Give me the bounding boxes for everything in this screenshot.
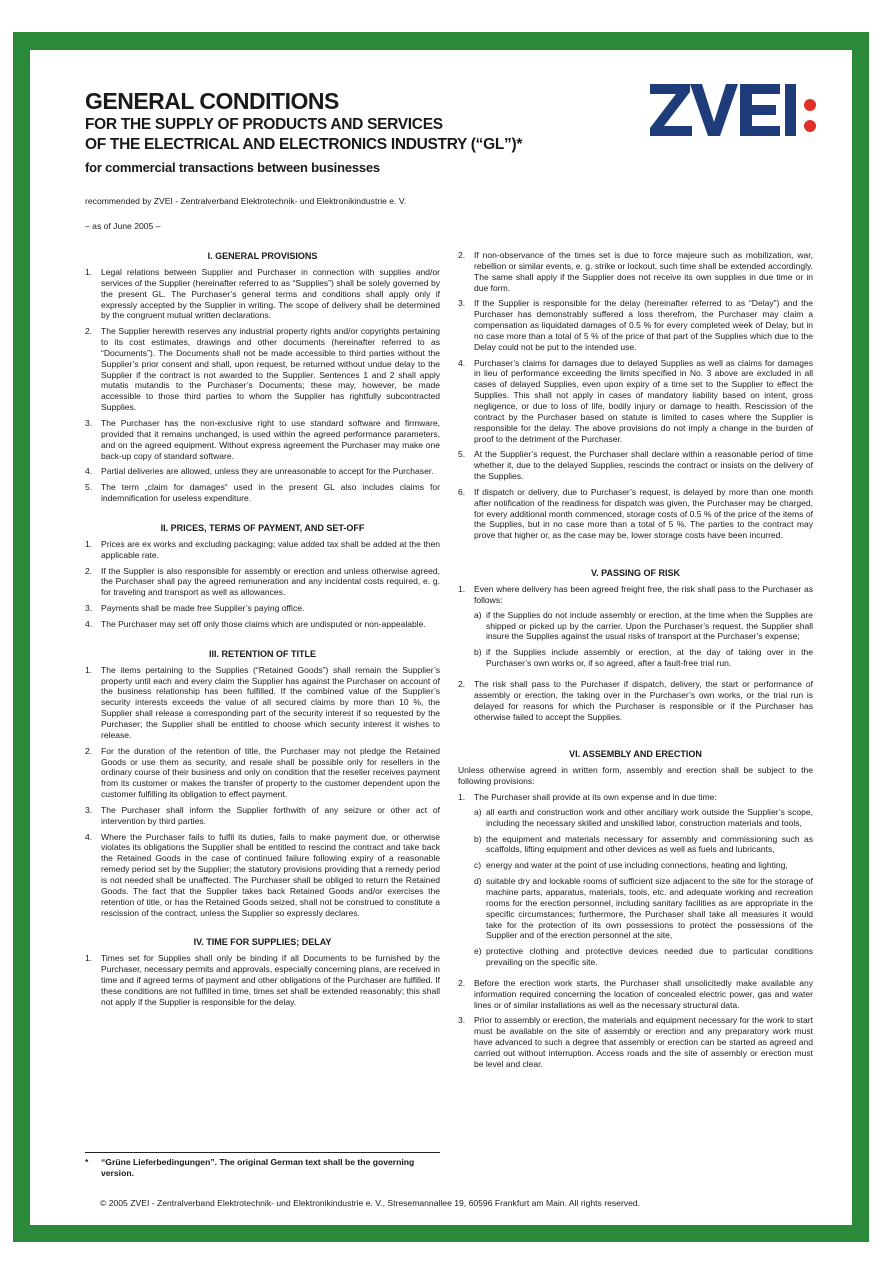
clause xyxy=(85,566,440,599)
clause-number: 2. xyxy=(458,250,466,260)
clause xyxy=(85,953,440,1007)
clause-number: 4. xyxy=(85,466,93,477)
clause-number: 3. xyxy=(85,603,93,614)
sub-clause xyxy=(474,610,813,643)
clause-number: 3. xyxy=(458,298,466,309)
clause-number: 3. xyxy=(85,804,93,815)
section-heading: VI. ASSEMBLY AND ERECTION xyxy=(569,749,702,760)
clause-text: At the Supplier’s request, the Purchaser shall declare within a reasonable period of time whether it, due to the delayed Supplies, rescinds the contract or insists on the delivery of the Supplies. xyxy=(474,449,813,482)
right-column xyxy=(458,250,813,1088)
clause-number: 2. xyxy=(85,745,93,756)
clause-text: The Supplier herewith reserves any industrial property rights and/or copyrights pertaining to its cost estimates, drawings and other documents (hereinafter referred to as “Documents”). The Documents shall not be made accessible to third parties without the Supplier’s prior consent and shall, upon request, be returned without undue delay to the Supplier if the contract is not awarded to the Supplier. Sentences 1 and 2 shall apply mutatis mutandis to the Purchaser’s Documents; these may, however, be made accessible to those third parties to whom the Supplier has rightfully subcontracted Supplies. xyxy=(101,326,440,413)
sub-clause-letter: b) xyxy=(474,833,482,844)
clause xyxy=(85,466,440,477)
clause-number: 1. xyxy=(85,664,93,675)
clause-number: 4. xyxy=(458,357,466,368)
clause-number: 3. xyxy=(85,417,93,428)
clause-number: 2. xyxy=(458,679,466,689)
sub-clause xyxy=(474,807,813,829)
section-heading: III. RETENTION OF TITLE xyxy=(209,648,316,659)
clause-text: The Purchaser has the non-exclusive right to use standard software and firmware, provided that it remains unchanged, is used within the agreed performance parameters, and on the agreed equipment. Without express agreement the Purchaser may make one back-up copy of standard software. xyxy=(101,417,440,461)
clause xyxy=(458,792,813,973)
document-tagline: for commercial transactions between businesses xyxy=(85,160,380,175)
clause-number: 2. xyxy=(458,977,466,988)
sub-clause xyxy=(474,647,813,669)
clause-number: 2. xyxy=(85,326,93,337)
recommended-by: recommended by ZVEI - Zentralverband Elektrotechnik- und Elektronikindustrie e. V. xyxy=(85,196,407,206)
clause xyxy=(85,418,440,461)
clause xyxy=(458,449,813,482)
clause xyxy=(85,326,440,413)
section-heading: V. PASSING OF RISK xyxy=(590,568,681,579)
sub-clause xyxy=(474,834,813,856)
clause-text: The Purchaser shall provide at its own expense and in due time: xyxy=(474,792,717,803)
clause-number: 4. xyxy=(85,831,93,842)
section-general-provisions xyxy=(85,250,440,504)
sub-clause-letter: b) xyxy=(474,647,482,658)
clause-text: Payments shall be made free Supplier’s paying office. xyxy=(101,603,305,614)
sub-clause-text: suitable dry and lockable rooms of sufficient size adjacent to the site for the storage of machine parts, apparatus, materials, tools, etc. and adequate working and recreation rooms for the erection personnel, including sanitary facilities as are appropriate in the specific circumstances; furthermore, the Purchaser shall take all measures it would take for the protection of its own possessions to protect the possessions of the Supplier and of the erection personnel at the site, xyxy=(486,876,813,941)
clause xyxy=(85,482,440,504)
clause xyxy=(85,746,440,800)
zvei-logo-icon xyxy=(650,80,820,140)
section-intro: Unless otherwise agreed in written form, assembly and erection shall be subject to the following provisions: xyxy=(458,765,813,787)
clause-text: The risk shall pass to the Purchaser if dispatch, delivery, the start or performance of assembly or erection, the taking over in the Purchaser’s own works, or the trial run is delayed for reasons for which the Purchaser is responsible or if the Purchaser has otherwise failed to accept the Supplies. xyxy=(474,679,813,722)
document-subtitle-line2: OF THE ELECTRICAL AND ELECTRONICS INDUSTRY (“GL”)* xyxy=(85,136,523,153)
clause-number: 5. xyxy=(85,482,93,493)
footnote-text: “Grüne Lieferbedingungen”. The original German text shall be the governing version. xyxy=(101,1157,415,1178)
sub-clause-letter: a) xyxy=(474,609,482,620)
clause-text: Purchaser’s claims for damages due to delayed Supplies as well as claims for damages in lieu of performance exceeding the limits specified in No. 3 above are excluded in all cases of delayed Supplies, even upon expiry of a time set to the Supplier to effect the Supplies. This shall not apply in cases of mandatory liability based on intent, gross negligence, or due to loss of life, bodily injury or damage to health. Rescission of the contract by the Purchaser based on statute is limited to cases where the Supplier is responsible for the delay. The above provisions do not imply a change in the burden of proof to the detriment of the Purchaser. xyxy=(474,357,813,444)
clause-text: Prior to assembly or erection, the materials and equipment necessary for the work to start must be available on the site of assembly or erection and any preparatory work must have advanced to such a degree that assembly or erection can be started as agreed and carried out without interruption. Access roads and the site of assembly or erection must be level and clear. xyxy=(474,1015,813,1069)
clause xyxy=(458,978,813,1011)
clause xyxy=(458,1015,813,1069)
clause-number: 1. xyxy=(458,792,466,803)
sub-clause-text: all earth and construction work and other ancillary work outside the Supplier’s scope, including the necessary skilled and unskilled labor, construction materials and tools, xyxy=(486,806,813,828)
clause-text: The Purchaser shall inform the Supplier forthwith of any seizure or other act of intervention by third parties. xyxy=(101,804,440,826)
sub-clause-text: the equipment and materials necessary for assembly and commissioning such as scaffolds, lifting equipment and other devices as well as fuels and lubricants, xyxy=(486,833,813,855)
clause-text: The items pertaining to the Supplies (“Retained Goods”) shall remain the Supplier’s property until each and every claim the Supplier has against the Purchaser on account of the business relationship has been fulfilled. If the combined value of the Supplier’s security interests exceeds the value of all secured claims by more than 10 %, the Supplier shall release a corresponding part of the security interest if so requested by the Purchaser; the Supplier shall be entitled to choose which security interest it wishes to release. xyxy=(101,664,440,740)
document-title: GENERAL CONDITIONS xyxy=(85,88,339,114)
section-heading: I. GENERAL PROVISIONS xyxy=(207,251,318,261)
clause-text: For the duration of the retention of title, the Purchaser may not pledge the Retained Goods or use them as security, and resale shall be possible only for resellers in the ordinary course of their business and only on condition that the reseller receives payment from its customer or makes the transfer of property to the customer dependent upon the customer fulfilling its obligation to effect payment. xyxy=(101,745,440,800)
clause-number: 6. xyxy=(458,486,466,497)
footnote xyxy=(85,1152,440,1179)
clause-text: If non-observance of the times set is due to force majeure such as mobilization, war, rebellion or similar events, e. g. strike or lockout, such time shall be extended accordingly. The same shall apply if the Supplier does not receive its own supplies in due time or in due form. xyxy=(474,250,813,293)
clause-text: Before the erection work starts, the Purchaser shall unsolicitedly make available any information required concerning the location of concealed electric power, gas and water lines or of similar installations as well as the necessary structural data. xyxy=(474,977,813,1010)
clause xyxy=(85,619,440,630)
clause-number: 2. xyxy=(85,565,93,576)
section-time-for-supplies-continued xyxy=(458,250,813,541)
clause-text: Where the Purchaser fails to fulfil its duties, fails to make payment due, or otherwise violates its obligations the Supplier shall be entitled to rescind the contract and take back the Retained Goods in the case of continued failure following expiry of a reasonable remedy period set by the Supplier; the statutory provisions providing that a remedy period is not needed shall be unaffected. The Purchaser shall be obliged to return the Retained Goods. The fact that the Supplier takes back Retained Goods and/or exercises the retention of title, or has the Retained Goods seized, shall not be construed to constitute a rescission of the contract, unless the Supplier so expressly declares. xyxy=(101,831,440,918)
section-passing-of-risk xyxy=(458,567,813,722)
clause-text: If dispatch or delivery, due to Purchaser’s request, is delayed by more than one month after notification of the readiness for dispatch was given, the Purchaser may be charged, for every additional month commenced, storage costs of 0.5 % of the price of the items of the Supplies, but in no case more than a total of 5 %. The parties to the contract may prove that higher or, as the case may be, lower storage costs have been incurred. xyxy=(474,486,813,541)
clause xyxy=(458,487,813,541)
clause-text: Prices are ex works and excluding packaging; value added tax shall be added at the then applicable rate. xyxy=(101,538,440,560)
clause xyxy=(458,250,813,293)
clause xyxy=(85,665,440,741)
sub-clause-text: energy and water at the point of use including connections, heating and lighting, xyxy=(486,860,788,871)
section-time-for-supplies xyxy=(85,936,440,1007)
section-prices-payment xyxy=(85,522,440,630)
clause-text: Partial deliveries are allowed, unless they are unreasonable to accept for the Purchaser. xyxy=(101,466,434,477)
clause xyxy=(85,603,440,614)
clause-number: 1. xyxy=(85,267,93,277)
sub-clause-text: protective clothing and protective devices needed due to particular conditions prevailing on the specific site. xyxy=(486,946,813,968)
clause-number: 1. xyxy=(458,584,466,595)
sub-clause-letter: e) xyxy=(474,946,482,957)
document-subtitle-line1: FOR THE SUPPLY OF PRODUCTS AND SERVICES xyxy=(85,116,443,133)
section-heading: IV. TIME FOR SUPPLIES; DELAY xyxy=(193,937,332,948)
clause-text: Legal relations between Supplier and Purchaser in connection with supplies and/or services of the Supplier (hereinafter referred to as “Supplies”) shall be solely governed by the present GL. The Purchaser’s general terms and conditions shall apply only if expressly accepted by the Supplier in writing. The scope of delivery shall be determined by the congruent mutual written declarations. xyxy=(101,267,440,321)
left-column xyxy=(85,250,440,1026)
sub-clause-letter: c) xyxy=(474,860,482,871)
clause-text: Even where delivery has been agreed freight free, the risk shall pass to the Purchaser as follows: xyxy=(474,584,813,605)
clause xyxy=(85,832,440,919)
section-assembly-and-erection xyxy=(458,748,813,1069)
clause-text: The term „claim for damages“ used in the present GL also includes claims for indemnification for useless expenditure. xyxy=(101,482,440,504)
clause xyxy=(85,805,440,827)
sub-clause xyxy=(474,860,813,871)
clause xyxy=(85,539,440,561)
clause-number: 1. xyxy=(85,953,93,964)
copyright-notice: © 2005 ZVEI - Zentralverband Elektrotechnik- und Elektronikindustrie e. V., Stresemannallee 19, 60596 Frankfurt am Main. All rights reserved. xyxy=(100,1198,641,1208)
section-retention-of-title xyxy=(85,648,440,919)
clause-text: If the Supplier is also responsible for assembly or erection and unless otherwise agreed, the Purchaser shall pay the agreed remuneration and any incidental costs required, e. g. for traveling and transport as well as allowances. xyxy=(101,565,440,598)
clause xyxy=(85,267,440,321)
clause-text: If the Supplier is responsible for the delay (hereinafter referred to as “Delay”) and the Purchaser has demonstrably suffered a loss therefrom, the Purchaser may claim a compensation as liquidated damages of 0.5 % for every completed week of Delay, but in no case more than a total of 5 % of the price of that part of the Supplies which due to the Delay could not be put to the intended use. xyxy=(474,298,813,352)
sub-clause-text: if the Supplies include assembly or erection, at the day of taking over in the Purchaser’s own works or, if so agreed, after a fault-free trial run. xyxy=(486,647,813,669)
sub-clause xyxy=(474,876,813,941)
clause xyxy=(458,679,813,722)
document-header xyxy=(85,88,645,175)
clause-text: Times set for Supplies shall only be binding if all Documents to be furnished by the Purchaser, necessary permits and approvals, especially concerning plans, are received in time and if agreed terms of payment and other obligations of the Purchaser are fulfilled. If these conditions are not fulfilled in time, times set shall be extended reasonably; this shall not apply if the Supplier is responsible for the delay. xyxy=(101,953,440,1007)
section-heading: II. PRICES, TERMS OF PAYMENT, AND SET-OFF xyxy=(160,522,365,533)
sub-clause xyxy=(474,946,813,968)
clause-number: 1. xyxy=(85,538,93,549)
as-of-date: – as of June 2005 – xyxy=(85,221,161,231)
clause-number: 5. xyxy=(458,449,466,460)
footnote-marker: * xyxy=(85,1157,89,1167)
clause-number: 4. xyxy=(85,618,93,629)
clause xyxy=(458,358,813,445)
clause xyxy=(458,584,813,674)
clause-text: The Purchaser may set off only those claims which are undisputed or non-appealable. xyxy=(101,618,426,629)
sub-clause-letter: a) xyxy=(474,806,482,817)
sub-clause-text: if the Supplies do not include assembly or erection, at the time when the Supplies are shipped or picked up by the carrier. Upon the Purchaser’s request, the Supplier shall insure the Supplies against the usual risks of transport at the Purchaser’s expense; xyxy=(486,609,813,642)
clause-number: 3. xyxy=(458,1015,466,1026)
clause xyxy=(458,298,813,352)
sub-clause-letter: d) xyxy=(474,876,482,887)
